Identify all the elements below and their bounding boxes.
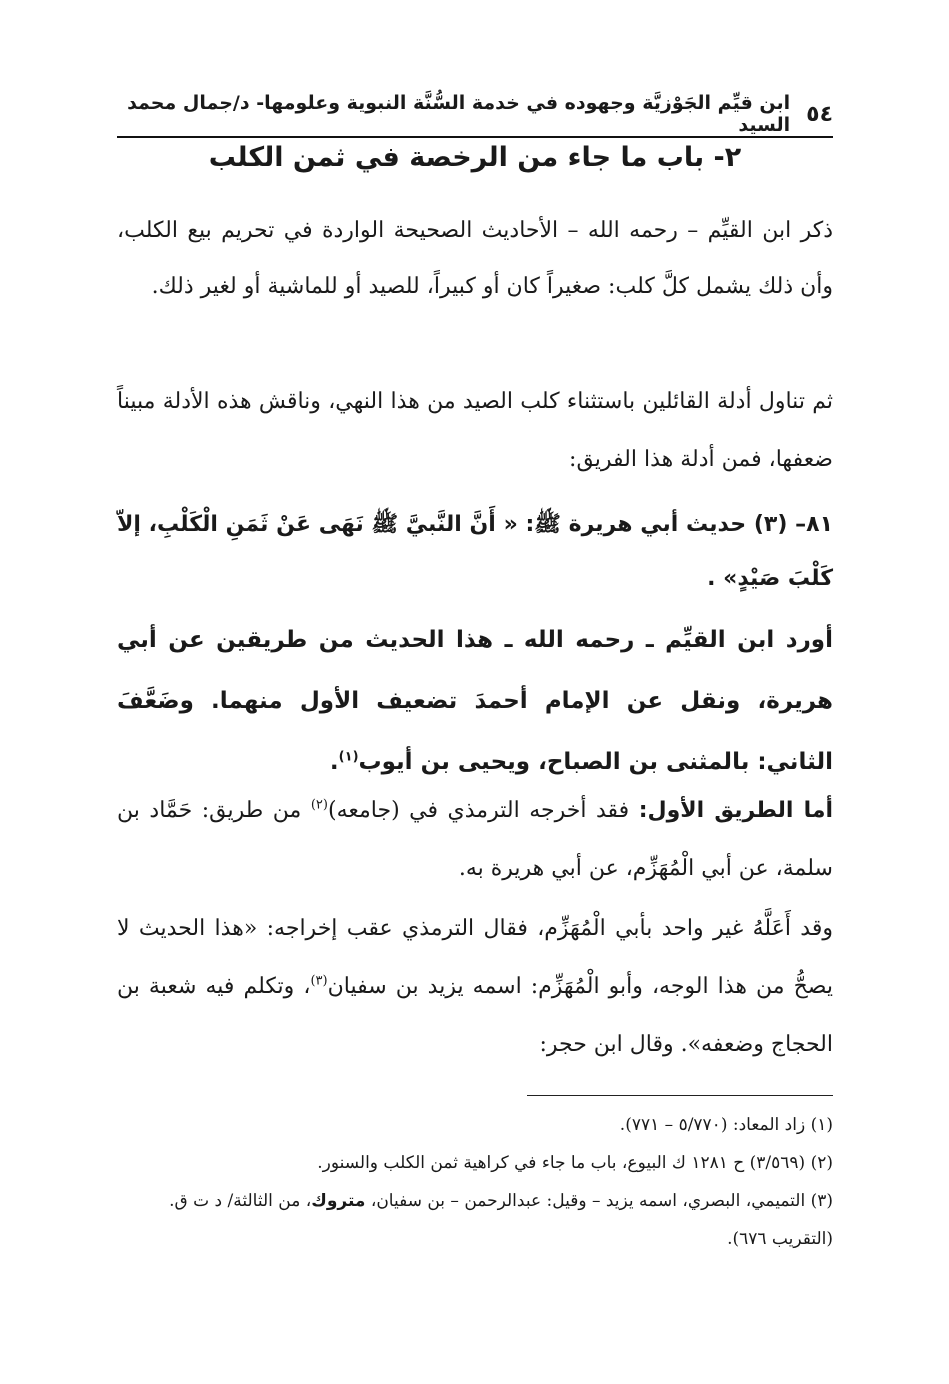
footnote-3-bold: متروك <box>311 1191 366 1211</box>
bold-commentary-text: أورد ابن القيِّم ـ رحمه الله ـ هذا الحديث من طريقين عن أبي هريرة، ونقل عن الإمام أحمدَ تضعيف الأول منهما. وضَعَّفَ الثاني: بالمثنى بن الصباح، ويحيى بن أيوب <box>117 627 833 775</box>
paragraph-tirmidhi-comment <box>117 900 833 1074</box>
first-route-text-b: من طريق: حَمَّاد بن سلمة، عن أبي الْمُهَزِّم، عن أبي هريرة به. <box>117 798 833 881</box>
tirmidhi-text-a: وقد أَعَلَّهُ غير واحد بأبي الْمُهَزِّم، فقال الترمذي عقب إخراجه: «هذا الحديث لا يصحُّ من هذا الوجه، وأبو الْمُهَزِّم: اسمه يزيد بن سفيان <box>117 916 833 999</box>
footnote-ref-3[interactable]: (٣) <box>310 973 328 989</box>
tirmidhi-text-b: ، وتكلم فيه شعبة بن الحجاج وضعفه». وقال ابن حجر: <box>117 974 833 1057</box>
paragraph-bold-commentary: أورد ابن القيِّم ـ رحمه الله ـ هذا الحديث من طريقين عن أبي هريرة، ونقل عن الإمام أحمدَ تضعيف الأول منهما. وضَعَّفَ الثاني: بالمثنى بن الصباح، ويحيى بن أيوب$^{(١)}$. <box>117 627 833 775</box>
paragraph-first-route <box>117 782 833 898</box>
section-title: ٢- باب ما جاء من الرخصة في ثمن الكلب <box>208 142 742 173</box>
paragraph-intro: ذكر ابن القيِّم – رحمه الله – الأحاديث الصحيحة الواردة في تحريم بيع الكلب، وأن ذلك يشمل كلَّ كلب: صغيراً كان أو كبيراً، للصيد أو للماشية أو لغير ذلك. <box>117 218 833 299</box>
footnote-3 <box>117 1182 833 1258</box>
footnote-3-text-a: (٣) التميمي، البصري، اسمه يزيد – وقيل: عبدالرحمن – بن سفيان، <box>365 1191 833 1211</box>
footnote-2: (٢) (٣/٥٦٩) ح ١٢٨١ ك البيوع، باب ما جاء في كراهية ثمن الكلب والسنور. <box>317 1153 833 1173</box>
footnote-divider <box>527 1095 833 1096</box>
first-route-text-a: فقد أخرجه الترمذي في (جامعه) <box>327 798 639 823</box>
page-header <box>117 92 833 138</box>
page-number: ٥٤ <box>806 101 833 127</box>
first-route-lead: أما الطريق الأول: <box>638 798 833 823</box>
footnote-ref-1[interactable]: (١) <box>338 749 359 765</box>
paragraph-evidence: ثم تناول أدلة القائلين باستثناء كلب الصيد من هذا النهي، وناقش هذه الأدلة مبيناً ضعفها، فمن أدلة هذا الفريق: <box>117 389 833 472</box>
running-title: ابن قيِّم الجَوْزيَّة وجهوده في خدمة السُّنَّة النبوية وعلومها- د/جمال محمد السيد <box>127 92 791 136</box>
footnote-ref-2[interactable]: (٢) <box>310 797 328 813</box>
hadith-text: ٨١– (٣) حديث أبي هريرة ﷺ: « أَنَّ النَّبيَّ ﷺ نَهَى عَنْ ثَمَنِ الْكَلْبِ، إلاّ كَلْبَ صَيْدٍ» . <box>117 512 833 591</box>
footnotes <box>117 1106 833 1258</box>
footnote-3-text-b: ، من الثالثة/ د ت ق. (التقريب ٦٧٦). <box>169 1191 833 1249</box>
footnote-1: (١) زاد المعاد: (٥/٧٧٠ – ٧٧١). <box>619 1115 833 1135</box>
